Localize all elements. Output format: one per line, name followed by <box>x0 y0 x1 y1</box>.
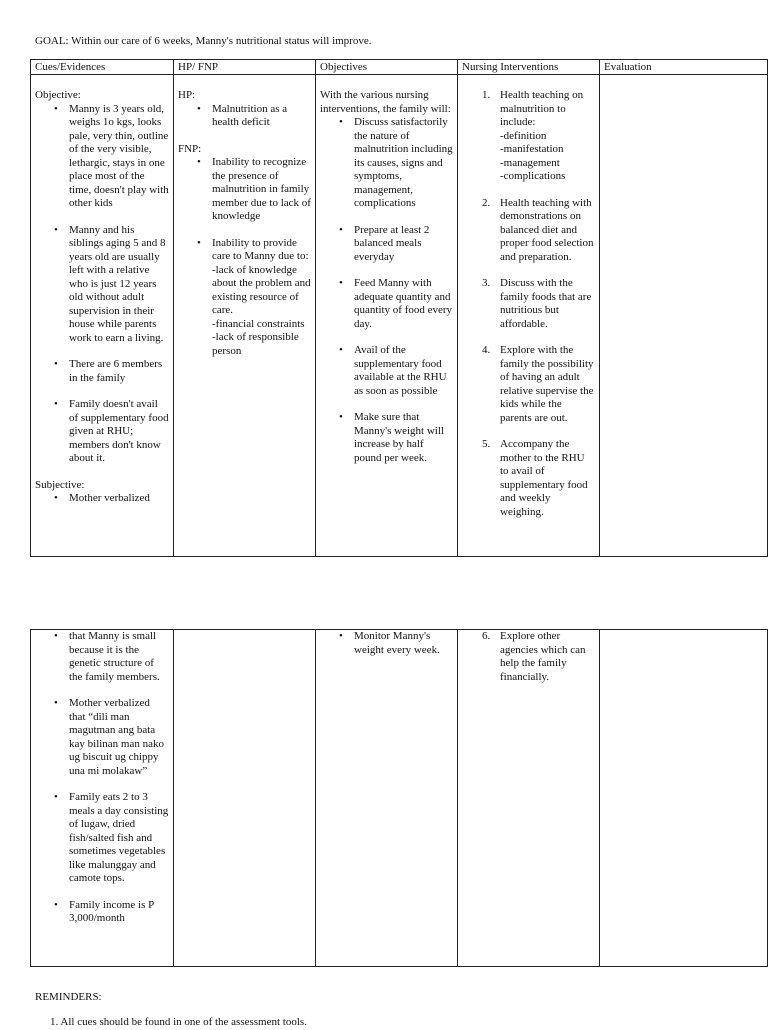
intervention-text: Health teaching on malnutrition to include: <box>500 89 584 128</box>
interventions-continued-list <box>462 630 595 684</box>
intervention-text: Explore other agencies which can help the family financially. <box>500 630 586 683</box>
item-number: 2. <box>482 196 491 209</box>
list-item <box>482 630 595 684</box>
list-item: • Make sure that Manny's weight will increase by half pound per week. <box>354 411 453 465</box>
fnp-list <box>178 156 311 358</box>
objectives-cell-continued <box>316 630 458 967</box>
list-item: • Family eats 2 to 3 meals a day consisting of lugaw, dried fish/salted fish and sometimes vegetables like malunggay and camote tops. <box>69 791 169 886</box>
list-item <box>482 89 595 184</box>
interventions-cell-continued <box>458 630 600 967</box>
list-item: • Monitor Manny's weight every week. <box>354 630 453 657</box>
intervention-text: Accompany the mother to the RHU to avail of supplementary food and weekly weighing. <box>500 438 588 518</box>
header-row <box>31 60 768 75</box>
item-number: 3. <box>482 277 491 289</box>
objectives-continued-list <box>320 630 453 657</box>
subjective-cues-list <box>35 492 169 506</box>
list-item: • Inability to recognize the presence of malnutrition in family member due to lack of knowledge <box>212 156 311 224</box>
goal-statement: GOAL: Within our care of 6 weeks, Manny's nutritional status will improve. <box>35 35 372 47</box>
cues-cell-continued <box>31 630 174 967</box>
intervention-subitem: -definition <box>500 129 547 142</box>
list-item: • Avail of the supplementary food available at the RHU as soon as possible <box>354 344 453 398</box>
hp-list <box>178 103 311 130</box>
list-item <box>482 277 595 331</box>
list-item: • Family income is P 3,000/month <box>69 899 169 926</box>
care-plan-table-page2 <box>30 629 768 967</box>
fnp-subitem: -lack of knowledge about the problem and existing resource of care. <box>212 263 311 316</box>
intervention-subitem: -manifestation <box>500 143 564 155</box>
hp-fnp-cell <box>174 75 316 557</box>
intervention-text: Discuss with the family foods that are nutritious but affordable. <box>500 277 592 330</box>
list-item: • There are 6 members in the family <box>69 358 169 385</box>
hp-fnp-cell-continued <box>174 630 316 967</box>
subjective-label: Subjective: <box>35 478 85 491</box>
reminders-title: REMINDERS: <box>35 991 102 1003</box>
list-item <box>212 237 311 359</box>
fnp-subitem: -financial constraints <box>212 317 305 330</box>
fnp-subitem: -lack of responsible person <box>212 331 299 357</box>
item-number: 4. <box>482 344 491 356</box>
reminder-item: 1. All cues should be found in one of the assessment tools. <box>50 1016 307 1028</box>
header-interventions: Nursing Interventions <box>458 60 600 75</box>
list-item: • Malnutrition as a health deficit <box>212 103 311 130</box>
list-item: • Feed Manny with adequate quantity and quantity of food every day. <box>354 277 453 331</box>
interventions-cell <box>458 75 600 557</box>
evaluation-cell <box>600 75 768 557</box>
interventions-list <box>462 89 595 519</box>
item-number: 6. <box>482 630 491 642</box>
objectives-cell <box>316 75 458 557</box>
care-plan-table-page1 <box>30 59 768 557</box>
objectives-list <box>320 116 453 465</box>
list-item: • Manny and his siblings aging 5 and 8 years old are usually left with a relative who is just 12 years old without adult supervision in their house while parents work to earn a living. <box>69 224 169 346</box>
intervention-text: Health teaching with demonstrations on balanced diet and proper food selection and preparation. <box>500 196 594 263</box>
list-item: • Mother verbalized <box>69 492 169 506</box>
objective-label: Objective: <box>35 89 81 101</box>
list-item: • Discuss satisfactorily the nature of malnutrition including its causes, signs and symptoms, management, complications <box>354 116 453 211</box>
body-row <box>31 75 768 557</box>
body-row <box>31 630 768 967</box>
evaluation-cell-continued <box>600 630 768 967</box>
cues-continued-list <box>35 630 169 926</box>
header-cues: Cues/Evidences <box>31 60 174 75</box>
cues-cell <box>31 75 174 557</box>
list-item: • Family doesn't avail of supplementary food given at RHU; members don't know about it. <box>69 398 169 466</box>
list-item: • Prepare at least 2 balanced meals everyday <box>354 224 453 265</box>
intervention-text: Explore with the family the possibility of having an adult relative supervise the kids while the parents are out. <box>500 344 594 424</box>
item-number: 5. <box>482 438 491 450</box>
objectives-intro: With the various nursing interventions, the family will: <box>320 89 451 115</box>
cues-continuation-text <box>69 630 169 684</box>
fnp-item-text: Inability to provide care to Manny due to: <box>212 236 309 262</box>
list-item: • Mother verbalized that “dili man magutman ang bata kay bilinan man nako ug biscuit ug chippy una mi molakaw” <box>69 697 169 778</box>
header-evaluation: Evaluation <box>600 60 768 75</box>
continuation-text: that Manny is small because it is the genetic structure of the family members. <box>69 630 160 683</box>
objective-cues-list <box>35 103 169 466</box>
list-item <box>482 344 595 425</box>
fnp-label: FNP: <box>178 142 202 155</box>
header-objectives: Objectives <box>316 60 458 75</box>
header-hp-fnp: HP/ FNP <box>174 60 316 75</box>
intervention-subitem: -complications <box>500 170 566 182</box>
item-number: 1. <box>482 89 491 101</box>
list-item: • Manny is 3 years old, weighs 1o kgs, looks pale, very thin, outline of the very visible, lethargic, stays in one place most of the time, doesn't play with other kids <box>69 103 169 211</box>
list-item <box>482 438 595 519</box>
hp-label: HP: <box>178 89 196 101</box>
list-item <box>482 196 595 265</box>
intervention-subitem: -management <box>500 156 560 169</box>
